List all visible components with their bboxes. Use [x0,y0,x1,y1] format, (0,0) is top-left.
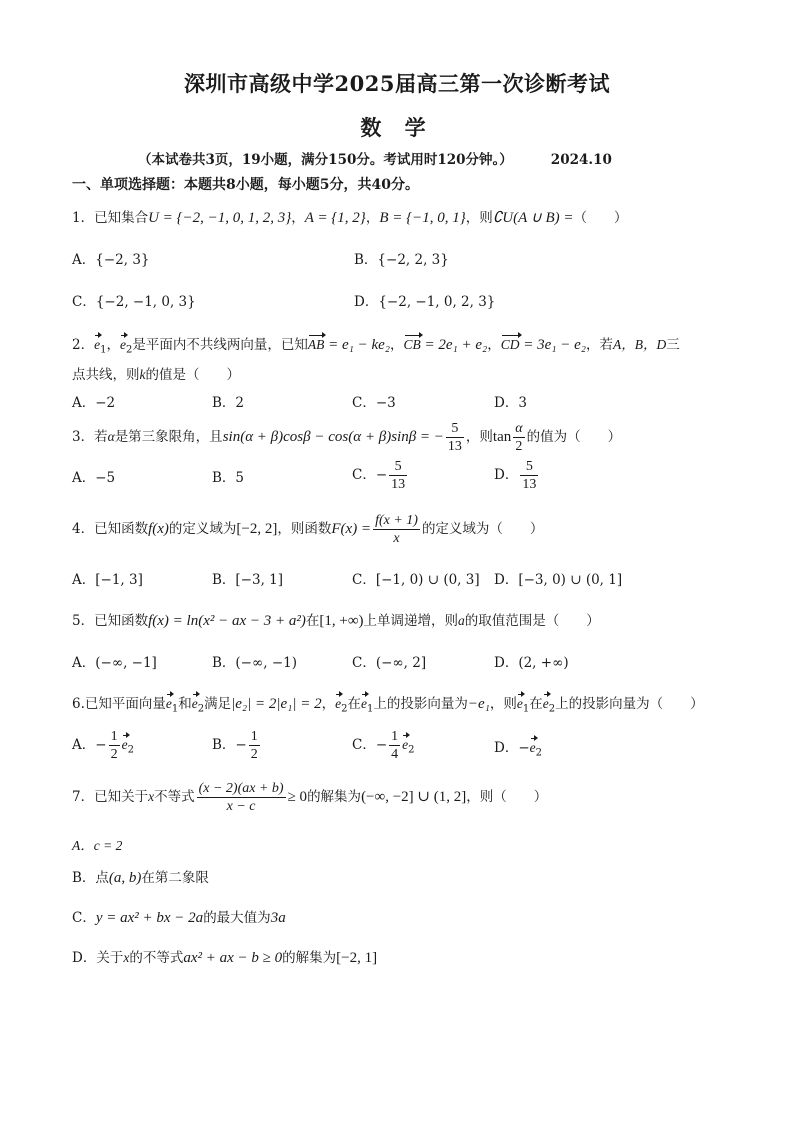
q4-option-b: B．[−3, 1] [212,572,284,588]
section-heading: 一、单项选择题：本题共8小题，每小题5分，共40分。 [72,177,419,193]
q6-option-b: B．− $\frac{1}{2}$ [212,729,258,762]
exam-date: 2024.10 [550,152,612,168]
q2-option-a: A．−2 [72,395,116,411]
q4-option-d: D．[−3, 0) ∪ (0, 1] [494,572,623,588]
fraction-f-over-x: $\frac{f(x + 1)}{x}$ [375,513,418,546]
q7-option-b: B．点(a, b)在第二象限 [72,870,209,886]
q3-option-c: C．− $\frac{5}{13}$ [352,459,406,492]
subject-title: 数 学 [360,115,434,140]
q6-option-a: A．− $\frac{1}{2}$ $e_2$ [72,729,134,762]
q5-option-d: D．(2, +∞) [494,655,569,671]
q7-option-d: D．关于x的不等式ax² + ax − b ≥ 0的解集为[−2, 1] [72,950,378,966]
question-5-stem: 5．已知函数f(x) = ln(x² − ax − 3 + a²)在[1, +∞)上单调递增，则a的取值范围是（ ） [72,613,600,629]
q5-option-a: A．(−∞, −1] [72,655,157,671]
trig-expression: sin(α + β)cosβ − cos(α + β)sinβ = − [222,429,444,445]
exam-instructions: （本试卷共3页，19小题，满分150分。考试用时120分钟。） [138,152,513,168]
question-1-stem: 1．已知集合U = {−2, −1, 0, 1, 2, 3}，A = {1, 2}，B = {−1, 0, 1}，则∁U(A ∪ B) =（ ） [72,210,628,226]
set-u: U = {−2, −1, 0, 1, 2, 3} [148,210,292,226]
question-2-stem-line2: 点共线，则k的值是（ ） [72,367,240,383]
q2-option-c: C．−3 [352,395,396,411]
q1-option-a: A．{−2, 3} [72,252,150,268]
set-b: B = {−1, 0, 1} [379,210,466,226]
q4-option-a: A．[−1, 3] [72,572,143,588]
q3-option-a: A．−5 [72,470,116,486]
ln-function: f(x) = ln(x² − ax − 3 + a²) [148,613,306,629]
q2-option-b: B．2 [212,395,245,411]
fraction-alpha-half: $\frac{\alpha}{2}$ [515,421,523,454]
q3-option-d: D． $\frac{5}{13}$ [494,459,537,492]
q7-option-c: C．y = ax² + bx − 2a的最大值为3a [72,910,286,926]
q5-option-b: B．(−∞, −1) [212,655,297,671]
question-2-stem: 2．$e_1$，$e_2$是平面内不共线两向量，已知AB = e₁ − ke₂，CB = 2e₁ + e₂，CD = 3e₁ − e₂，若A，B，D三 [72,337,680,356]
q7-option-a: A．c = 2 [72,838,123,853]
question-6-stem: 6.已知平面向量$e_1$和$e_2$满足|e₂| = 2|e₁| = 2，$e_2$在$e_1$上的投影向量为−e₁，则$e_1$在$e_2$上的投影向量为（ ） [72,696,704,715]
question-3-stem: 3．若α是第三象限角，且sin(α + β)cosβ − cos(α + β)sinβ = − $\frac{5}{13}$ ，则tan $\frac{\alpha}{2}$ 的值为（ ） [72,421,622,454]
question-4-stem: 4．已知函数f(x)的定义域为[−2, 2]，则函数F(x) = $\frac{f(x + 1)}{x}$ 的定义域为（ ） [72,513,544,546]
exam-title: 深圳市高级中学2025届高三第一次诊断考试 [184,71,610,96]
complement-expr: ∁U(A ∪ B) = [492,210,574,226]
q2-option-d: D．3 [494,395,527,411]
q6-option-c: C．− $\frac{1}{4}$ $e_2$ [352,729,415,762]
fraction-5-13: $\frac{5}{13}$ [447,421,462,454]
q1-option-d: D．{−2, −1, 0, 2, 3} [354,294,496,310]
q4-option-c: C．[−1, 0) ∪ (0, 3] [352,572,480,588]
exam-info [138,148,612,168]
question-7-stem: 7．已知关于x不等式 $\frac{(x - 2)(ax + b)}{x - c}$ ≥ 0的解集为(−∞, −2] ∪ (1, 2]，则（ ） [72,781,548,814]
q5-option-c: C．(−∞, 2] [352,655,427,671]
q1-option-b: B．{−2, 2, 3} [354,252,449,268]
q1-option-c: C．{−2, −1, 0, 3} [72,294,196,310]
q6-option-d: D．$-e_2$ [494,740,543,759]
q3-option-b: B．5 [212,470,245,486]
inequality-fraction: $\frac{(x - 2)(ax + b)}{x - c}$ [198,781,284,814]
set-a: A = {1, 2} [304,210,366,226]
